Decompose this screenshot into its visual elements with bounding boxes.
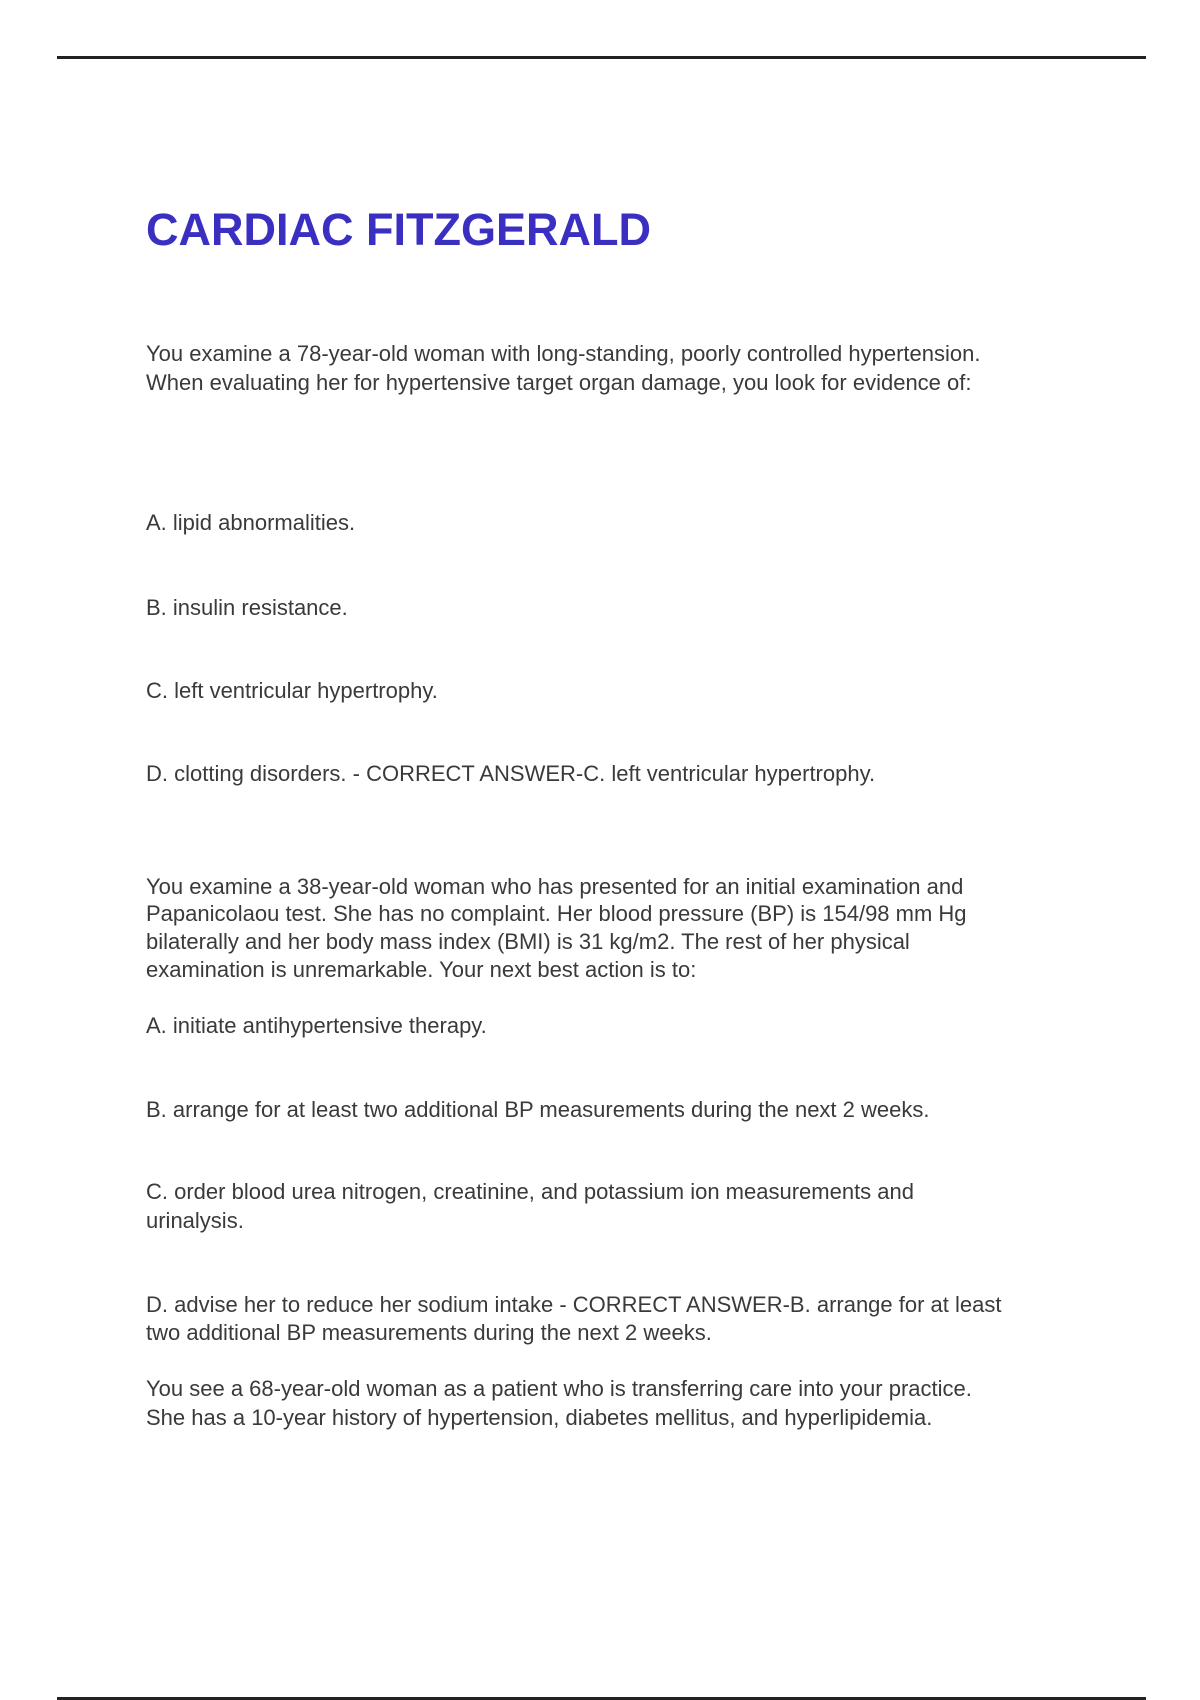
document-title: CARDIAC FITZGERALD — [146, 204, 651, 255]
q2-option-b: B. arrange for at least two additional BP measurements during the next 2 weeks. — [146, 1097, 930, 1122]
q2-option-c: C. order blood urea nitrogen, creatinine, and potassium ion measurements and — [146, 1179, 915, 1204]
q2-option-d-answer-cont: two additional BP measurements during the next 2 weeks. — [146, 1320, 712, 1345]
header-rule — [57, 56, 1146, 59]
q2-stem-line: You examine a 38-year-old woman who has presented for an initial examination and — [146, 874, 964, 899]
q2-option-d-answer: D. advise her to reduce her sodium intake - CORRECT ANSWER-B. arrange for at least — [146, 1292, 1002, 1317]
q1-option-d-answer: D. clotting disorders. - CORRECT ANSWER-C. left ventricular hypertrophy. — [146, 761, 876, 786]
q3-stem-line: She has a 10-year history of hypertension, diabetes mellitus, and hyperlipidemia. — [146, 1405, 933, 1430]
q1-stem-line: You examine a 78-year-old woman with long-standing, poorly controlled hypertension. — [146, 341, 981, 366]
q1-option-b: B. insulin resistance. — [146, 595, 348, 620]
q2-stem-line: bilaterally and her body mass index (BMI) is 31 kg/m2. The rest of her physical — [146, 929, 910, 954]
q1-option-a: A. lipid abnormalities. — [146, 510, 356, 535]
q1-option-c: C. left ventricular hypertrophy. — [146, 678, 438, 703]
q3-stem-line: You see a 68-year-old woman as a patient who is transferring care into your practice. — [146, 1376, 972, 1401]
q2-option-a: A. initiate antihypertensive therapy. — [146, 1013, 487, 1038]
q1-stem-line: When evaluating her for hypertensive target organ damage, you look for evidence of: — [146, 370, 972, 395]
q2-option-c-cont: urinalysis. — [146, 1208, 244, 1233]
q2-stem-line: examination is unremarkable. Your next best action is to: — [146, 957, 697, 982]
q2-stem-line: Papanicolaou test. She has no complaint. Her blood pressure (BP) is 154/98 mm Hg — [146, 901, 967, 926]
